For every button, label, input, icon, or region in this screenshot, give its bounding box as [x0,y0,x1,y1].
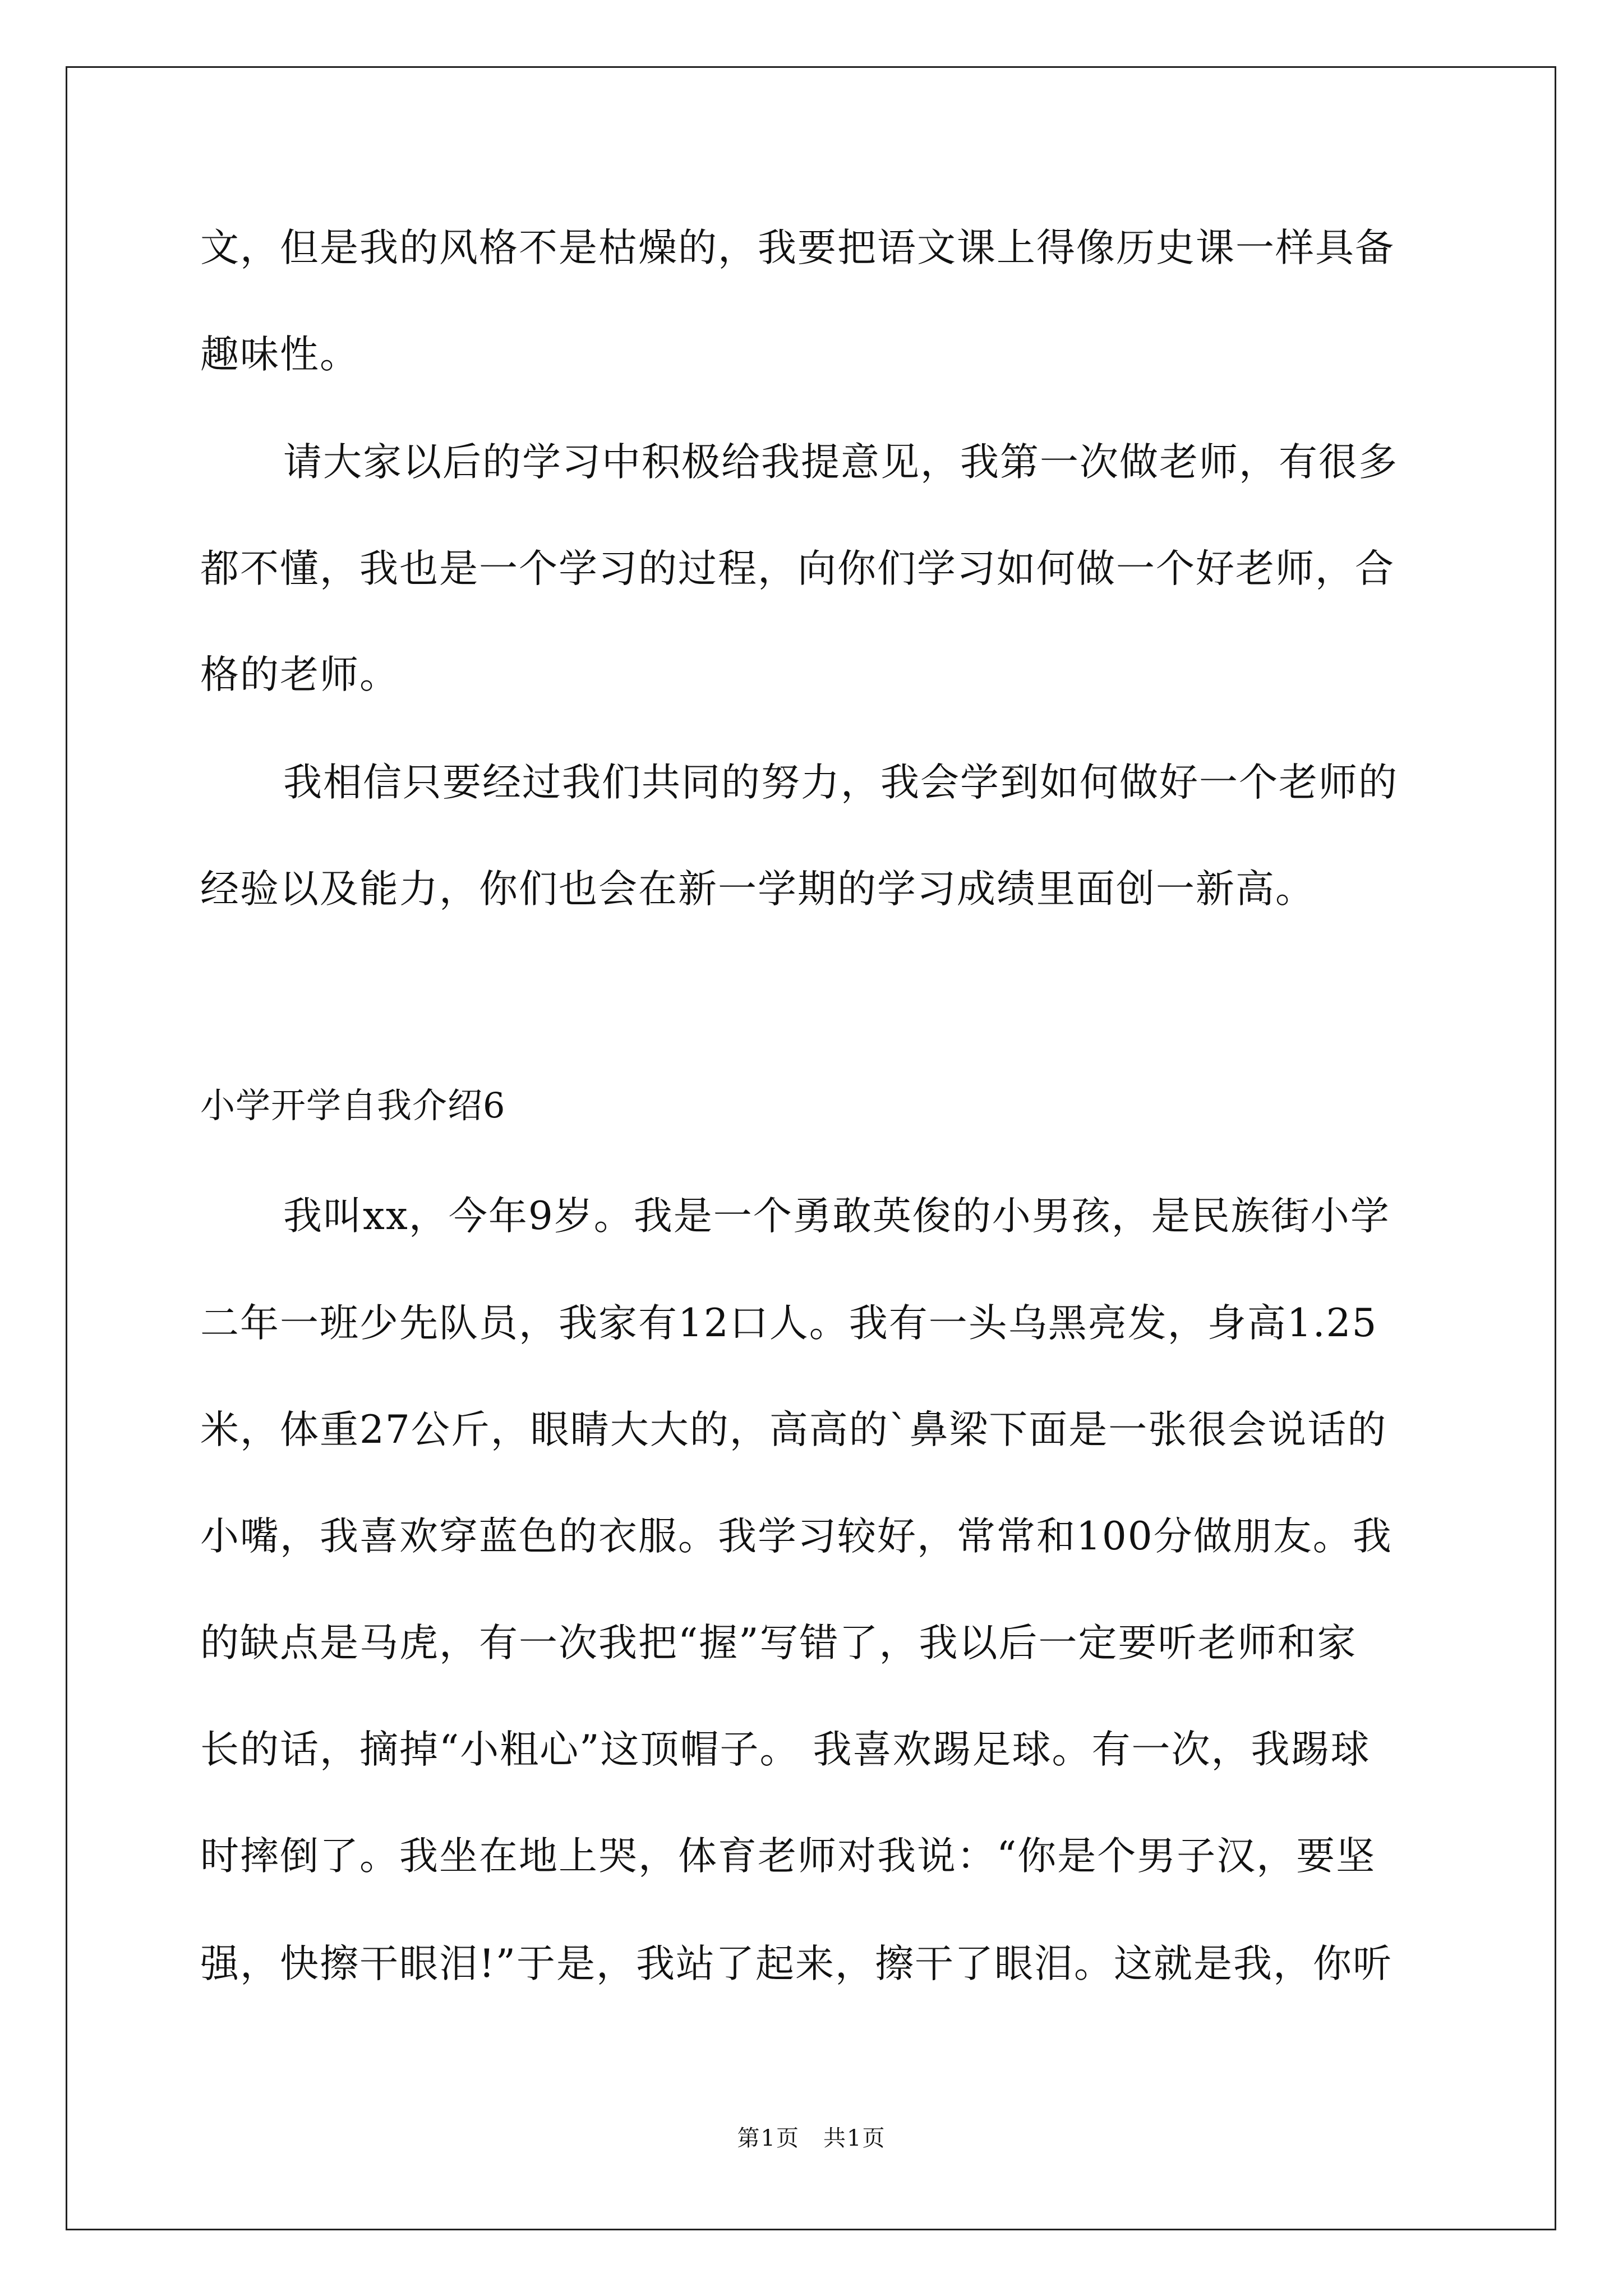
paragraph-line: 我叫xx，今年9岁。我是一个勇敢英俊的小男孩，是民族街小学 [283,1194,1390,1239]
paragraph-line: 趣味性。 [200,332,359,377]
paragraph-line: 二年一班少先队员，我家有12口人。我有一头乌黑亮发，身高1.25 [200,1301,1378,1346]
paragraph-line: 长的话，摘掉“小粗心”这顶帽子。 我喜欢踢足球。有一次，我踢球 [200,1727,1371,1772]
page-footer: 第1页 共1页 [737,2125,886,2151]
section-title: 小学开学自我介绍6 [200,1085,506,1126]
paragraph-line: 时摔倒了。我坐在地上哭，体育老师对我说：“你是个男子汉，要坚 [200,1834,1376,1879]
paragraph-line: 文，但是我的风格不是枯燥的，我要把语文课上得像历史课一样具备 [200,226,1395,270]
paragraph-line: 格的老师。 [200,652,399,697]
paragraph-line: 强，快擦干眼泪!”于是，我站了起来，擦干了眼泪。这就是我，你听 [200,1941,1393,1986]
paragraph-line: 米，体重27公斤，眼睛大大的，高高的`鼻梁下面是一张很会说话的 [200,1407,1387,1452]
paragraph-line: 小嘴，我喜欢穿蓝色的衣服。我学习较好，常常和100分做朋友。我 [200,1514,1393,1559]
paragraph-line: 经验以及能力，你们也会在新一学期的学习成绩里面创一新高。 [200,867,1315,912]
paragraph-line: 都不懂，我也是一个学习的过程，向你们学习如何做一个好老师，合 [200,546,1395,591]
page-border [66,66,1556,2230]
paragraph-line: 的缺点是马虎，有一次我把“握”写错了，我以后一定要听老师和家 [200,1621,1357,1665]
paragraph-line: 请大家以后的学习中积极给我提意见，我第一次做老师，有很多 [283,440,1398,485]
paragraph-line: 我相信只要经过我们共同的努力，我会学到如何做好一个老师的 [283,760,1398,805]
